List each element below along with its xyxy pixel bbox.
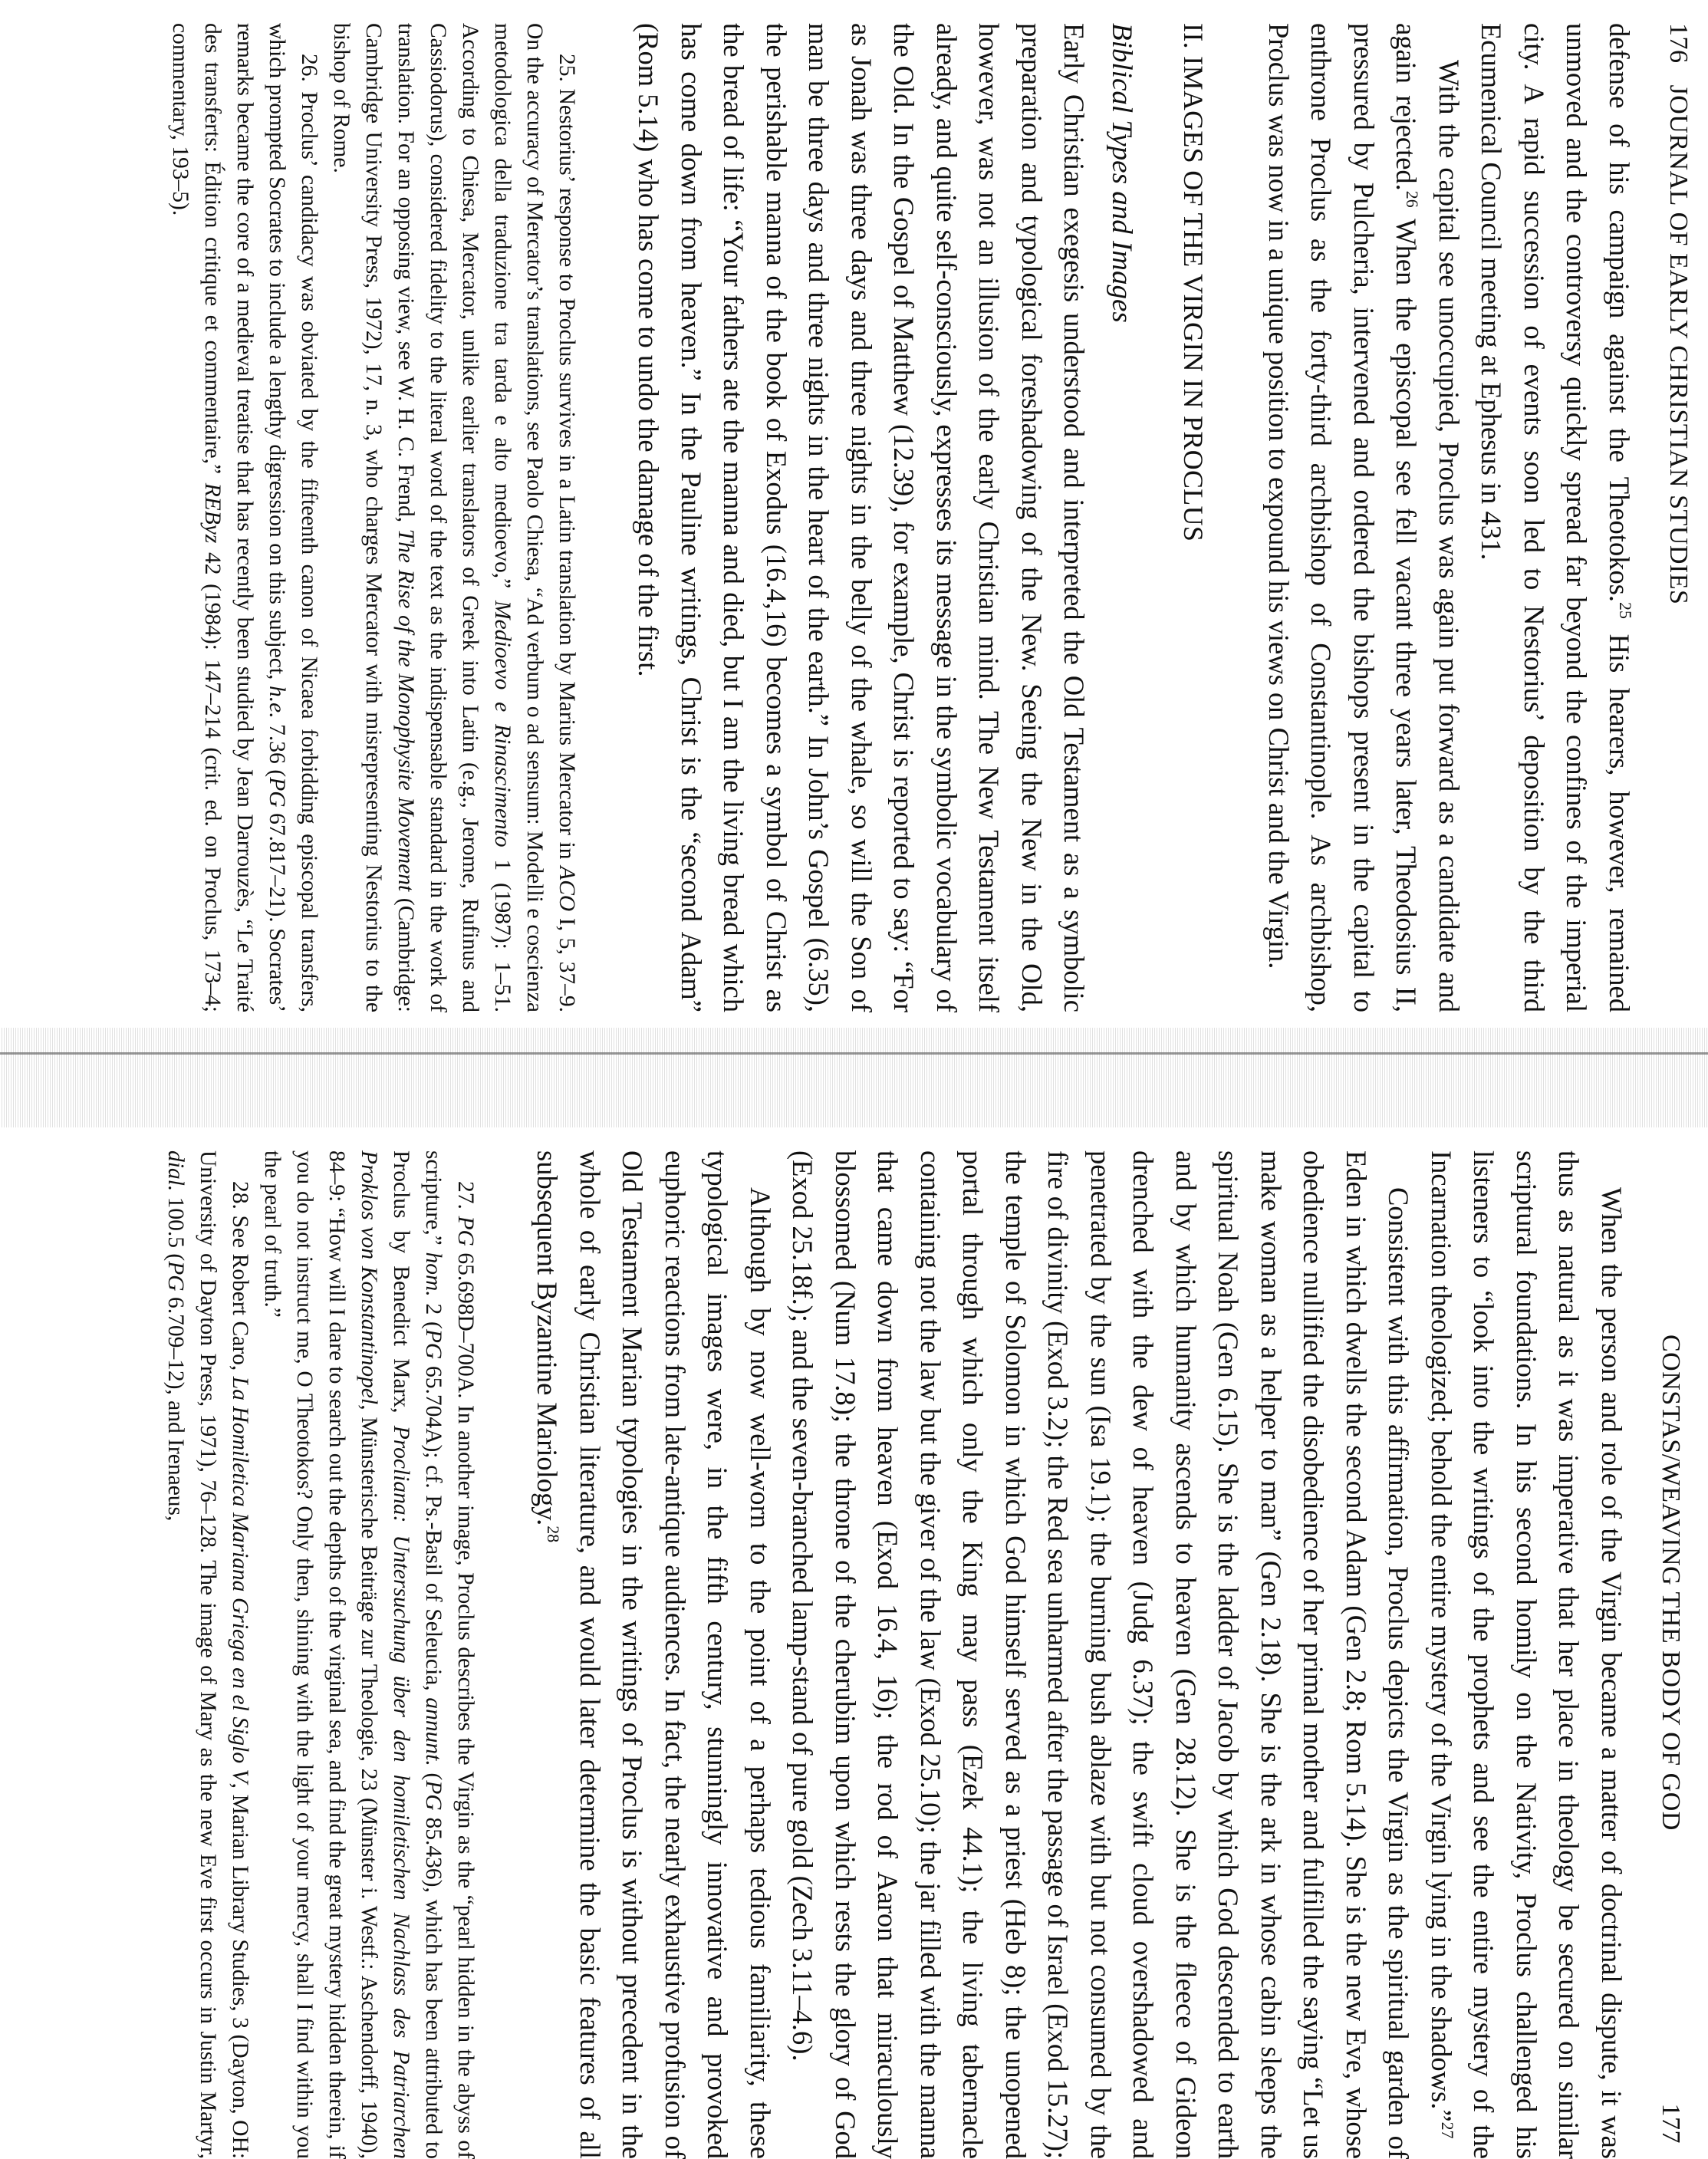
article-title: CONSTAS/WEAVING THE BODY OF GOD <box>1657 1335 1685 1831</box>
journal-title: JOURNAL OF EARLY CHRISTIAN STUDIES <box>1664 84 1693 605</box>
footnote-ref-27[interactable]: 27 <box>1438 2121 1458 2139</box>
footnote-ref-28[interactable]: 28 <box>544 1525 564 1543</box>
footnote-ref-26[interactable]: 26 <box>1403 190 1423 208</box>
page-number: 177 <box>1657 2103 1685 2144</box>
footnote-26: 26. Proclus’ candidacy was obviated by the fifteenth canon of Nicaea forbidding episcopal transfers, which prompted Socrates to include a lengthy digression on this subject, h.e. 7.36 (PG 67.817–21). Socrates’ remarks became the core of a medieval treatise that has recently been studied by Jean Darrouzès, “Le Traité des transferts: Édition critique et commentaire,” REByz 42 (1984): 147–214 (crit. ed. on Proclus, 173–4; commentary, 193–5). <box>168 23 321 1012</box>
footnotes <box>160 1150 482 2159</box>
subsection-heading: Biblical Types and Images <box>1106 23 1137 323</box>
paragraph: With the capital see unoccupied, Proclus was again put forward as a candidate and again rejected.$^{26}$ When the episcopal see fell vacant three years later, Theodosius II, pressured by Pulcheria, intervened and ordered the bishops present in the capital to enthrone Proclus as the forty-third archbishop of Constantinople. As archbishop, Proclus was now in a unique position to expound his views on Christ and the Virgin. <box>1263 23 1465 1013</box>
paragraph: defense of his campaign against the Theotokos.$^{25}$ His hearers, however, remained unmoved and the controversy quickly spread far beyond the confines of the imperial city. A rapid succession of events soon led to Nestorius’ deposition by the third Ecumenical Council meeting at Ephesus in 431. <box>1476 23 1636 1012</box>
footnote-ref-25[interactable]: 25 <box>1616 602 1636 619</box>
page-176 <box>0 0 1708 1020</box>
body-text <box>526 1150 1633 2159</box>
paragraph: When the person and role of the Virgin became a matter of doctrinal dispute, it was thus as natural as it was imperative that her place in theology be secured on similar scriptural foundations. In his second homily on the Nativity, Proclus challenged his listeners to “look into the writings of the prophets and see the entire mystery of the Incarnation theologized; behold the entire mystery of the Virgin lying in the shadows.”$^{27}$ <box>1426 1150 1627 2159</box>
footnote-28: 28. See Robert Caro, La Homiletica Mariana Griega en el Siglo V, Marian Library Studies, 3 (Dayton, OH: University of Dayton Press, 1971), 76–128. The image of Mary as the new Eve first occurs in Justin Martyr, dial. 100.5 (PG 6.709–12), and Irenaeus, <box>163 1150 252 2159</box>
section-heading: II. IMAGES OF THE VIRGIN IN PROCLUS <box>1178 23 1209 542</box>
paragraph: Early Christian exegesis understood and interpreted the Old Testament as a symbolic preparation and typological foreshadowing of the New. Seeing the New in the Old, however, was not an illusion of the early Christian mind. The New Testament itself already, and quite self-consciously, expresses its message in the symbolic vocabulary of the Old. In the Gospel of Matthew (12.39), for example, Christ is reported to say: “For as Jonah was three days and three nights in the belly of the whale, so will the Son of man be three days and three nights in the heart of the earth.” In John’s Gospel (6.35), the perishable manna of the book of Exodus (16.4,16) becomes a symbol of Christ as the bread of life: “Your fathers ate the manna and died, but I am the living bread which has come down from heaven.” In the Pauline writings, Christ is the “second Adam” (Rom 5.14) who has come to undo the damage of the first. <box>633 23 1091 1012</box>
running-head-right <box>1633 1150 1685 2159</box>
gutter-fold-line <box>0 1052 1708 1055</box>
body-text <box>627 23 1641 1012</box>
running-head-left <box>1641 23 1693 1012</box>
footnote-25: 25. Nestorius’ response to Proclus survives in a Latin translation by Marius Mercator in ACO I, 5, 37–9. On the accuracy of Mercator’s translations, see Paolo Chiesa, “Ad verbum o ad sensum: Modelli e coscienza metodologica della traduzione tra tarda e alto medioevo,” Medioevo e Rinascimento 1 (1987): 1–51. According to Chiesa, Mercator, unlike earlier translators of Greek into Latin (e.g., Jerome, Rufinus and Cassiodorus), considered fidelity to the literal word of the text as the indispensable standard in the work of translation. For an opposing view, see W. H. C. Frend, The Rise of the Monophysite Movement (Cambridge: Cambridge University Press, 1972), 17, n. 3, who charges Mercator with misrepresenting Nestorius to the bishop of Rome. <box>329 23 579 1013</box>
footnotes <box>164 23 583 1012</box>
page-number: 176 <box>1664 23 1693 64</box>
paragraph: Although by now well-worn to the point of a perhaps tedious familiarity, these typological images were, in the fifth century, stunningly innovative and provoked euphoric reactions from late-antique audiences. In fact, the nearly exhaustive profusion of Old Testament Marian typologies in the writings of Proclus is without precedent in the whole of early Christian literature, and would later determine the basic features of all subsequent Byzantine Mariology.$^{28}$ <box>531 1150 776 2159</box>
paragraph: Consistent with this affirmation, Proclus depicts the Virgin as the spiritual garden of Eden in which dwells the second Adam (Gen 2.8; Rom 5.14). She is the new Eve, whose obedience nullified the disobedience of her primal mother and fulfilled the saying “Let us make woman as a helper to man” (Gen 2.18). She is the ark in whose cabin sleeps the spiritual Noah (Gen 6.15). She is the ladder of Jacob by which God descended to earth and by which humanity ascends to heaven (Gen 28.12). She is the fleece of Gideon drenched with the dew of heaven (Judg 6.37); the swift cloud overshadowed and penetrated by the sun (Isa 19.1); the burning bush ablaze with but not consumed by the fire of divinity (Exod 3.2); the Red sea unharmed after the passage of Israel (Exod 15.27); the temple of Solomon in which God himself served as a priest (Heb 8); the unopened portal through which only the King may pass (Ezek 44.1); the living tabernacle containing not the law but the giver of the law (Exod 25.10); the jar filled with the manna that came down from heaven (Exod 16.4, 16); the rod of Aaron that miraculously blossomed (Num 17.8); the throne of the cherubim upon which rests the glory of God (Exod 25.18f.); and the seven-branched lamp-stand of pure gold (Zech 3.11–4.6). <box>787 1150 1415 2159</box>
footnote-27: 27. PG 65.698D–700A. In another image, Proclus describes the Virgin as the “pearl hidden in the abyss of scripture,” hom. 2 (PG 65.704A); cf. Ps.-Basil of Seleucia, annunt. (PG 85.436), which has been attributed to Proclus by Benedict Marx, Procliana: Untersuchung über den homiletischen Nachlass des Patriarchen Proklos von Konstantinopel, Münsterische Beiträge zur Theologie, 23 (Münster i. Westf.: Aschendorff, 1940), 84–9: “How will I dare to search out the depths of the virginal sea, and find the great mystery hidden therein, if you do not instruct me, O Theotokos? Only then, shining with the light of your mercy, shall I find within you the pearl of truth.” <box>260 1150 478 2159</box>
page-177 <box>0 1127 1708 2159</box>
book-gutter-shadow <box>0 1028 1708 1127</box>
